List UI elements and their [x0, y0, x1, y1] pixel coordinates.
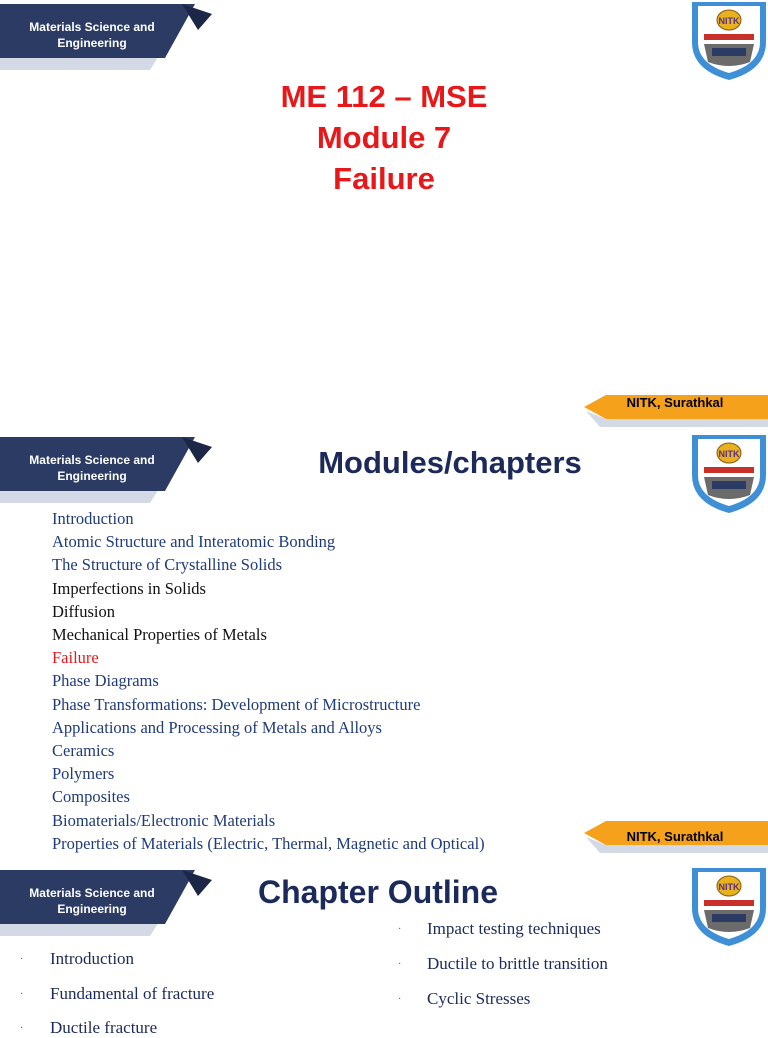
dot-bullet-icon: · [398, 959, 402, 970]
module-item: Composites [52, 787, 130, 807]
module-number: Module 7 [316, 120, 452, 155]
module-item: The Structure of Crystalline Solids [52, 555, 283, 575]
svg-text:NITK: NITK [718, 16, 740, 26]
outline-item: Cyclic Stresses [427, 989, 531, 1008]
modules-slide [0, 433, 768, 866]
module-item: Applications and Processing of Metals and Alloys [52, 717, 382, 737]
outline-item: Ductile fracture [50, 1018, 158, 1037]
outline-item: Introduction [50, 949, 135, 968]
module-item: Mechanical Properties of Metals [52, 625, 267, 645]
module-topic: Failure [333, 161, 435, 196]
module-item: Phase Diagrams [52, 671, 159, 691]
module-item-current: Failure [52, 648, 99, 668]
module-item: Diffusion [52, 601, 115, 621]
module-item: Atomic Structure and Interatomic Bonding [52, 532, 336, 552]
outline-item: Impact testing techniques [427, 919, 601, 938]
outline-item: Ductile to brittle transition [427, 954, 608, 973]
dot-bullet-icon: · [20, 989, 24, 1000]
title-block [0, 76, 768, 199]
course-banner: Materials Science and Engineering [29, 886, 155, 916]
outline-item: Fundamental of fracture [50, 984, 215, 1003]
nitk-crest-icon [690, 433, 768, 515]
course-banner: Materials Science and Engineering [29, 453, 155, 483]
institution-label: NITK, Surathkal [626, 829, 724, 844]
module-item: Polymers [52, 764, 115, 784]
module-item: Biomaterials/Electronic Materials [52, 810, 276, 830]
module-item: Imperfections in Solids [52, 578, 206, 598]
nitk-crest-icon [690, 866, 768, 948]
outline-slide [0, 866, 768, 1037]
module-item: Phase Transformations: Development of Microstructure [52, 694, 421, 714]
title-slide [0, 0, 768, 433]
svg-text:NITK: NITK [718, 449, 740, 459]
module-item: Ceramics [52, 741, 115, 761]
module-list [52, 507, 485, 855]
nitk-crest-icon [690, 0, 768, 82]
course-banner: Materials Science and Engineering [29, 20, 155, 50]
dot-bullet-icon: · [20, 954, 24, 965]
slide-heading: Chapter Outline [258, 874, 499, 910]
svg-text:NITK: NITK [718, 882, 740, 892]
dot-bullet-icon: · [20, 1023, 24, 1034]
dot-bullet-icon: · [398, 994, 402, 1005]
slide-heading: Modules/chapters [318, 445, 582, 480]
institution-label: NITK, Surathkal [626, 395, 724, 410]
module-item: Properties of Materials (Electric, Thermal, Magnetic and Optical) [52, 833, 485, 853]
dot-bullet-icon: · [398, 924, 402, 935]
course-title: ME 112 – MSE [280, 79, 488, 114]
module-item: Introduction [52, 509, 134, 528]
